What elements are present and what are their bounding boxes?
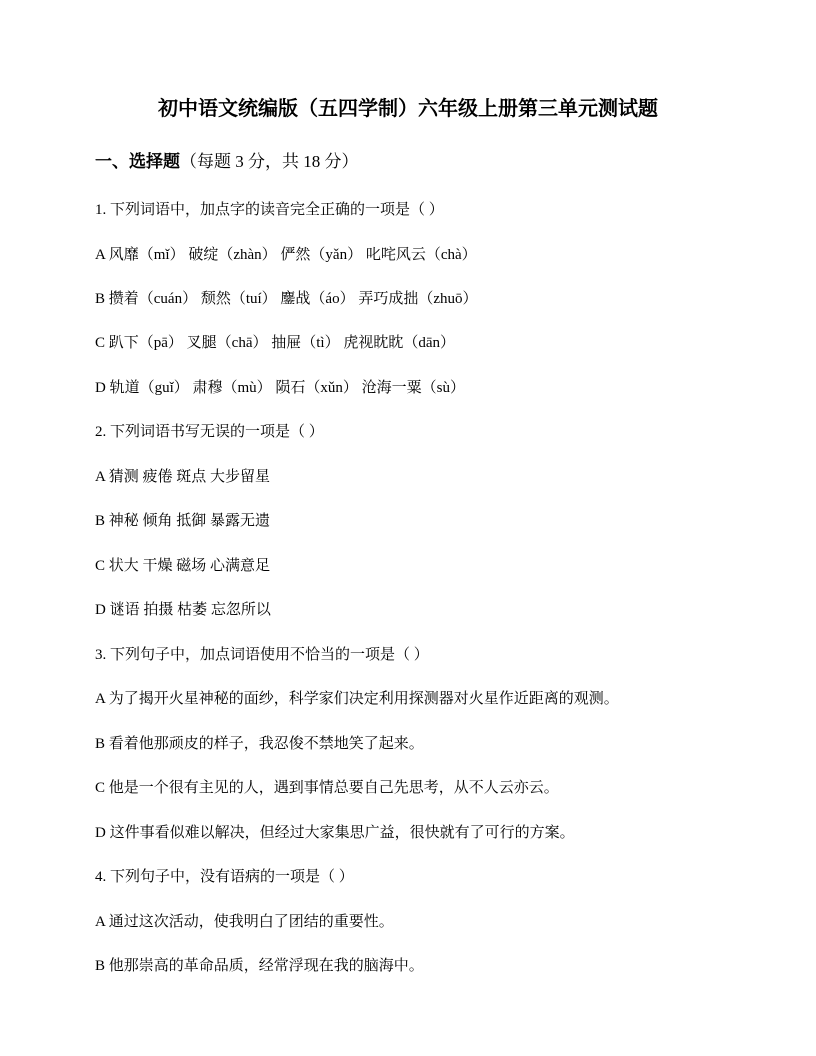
question-1-option-c: C 趴下（pā） 叉腿（chā） 抽屉（tì） 虎视眈眈（dān）: [95, 335, 455, 351]
section-note: （每题 3 分，共 18 分）: [180, 152, 359, 171]
question-1-option-a: A 风靡（mǐ） 破绽（zhàn） 俨然（yǎn） 叱咤风云（chà）: [95, 247, 477, 263]
question-1-stem: 1. 下列词语中，加点字的读音完全正确的一项是（ ）: [95, 202, 444, 218]
section-title: 一、选择题: [95, 152, 180, 171]
question-4-option-b: B 他那崇高的革命品质，经常浮现在我的脑海中。: [95, 958, 424, 974]
question-2-option-c: C 状大 干燥 磁场 心满意足: [95, 558, 271, 574]
question-3-option-b: B 看着他那顽皮的样子，我忍俊不禁地笑了起来。: [95, 736, 424, 752]
question-4-stem: 4. 下列句子中，没有语病的一项是（ ）: [95, 869, 354, 885]
question-2-option-d: D 谜语 拍摄 枯萎 忘忽所以: [95, 602, 271, 618]
question-2-stem: 2. 下列词语书写无误的一项是（ ）: [95, 424, 324, 440]
question-3-stem: 3. 下列句子中，加点词语使用不恰当的一项是（ ）: [95, 647, 429, 663]
question-3-option-c: C 他是一个很有主见的人，遇到事情总要自己先思考，从不人云亦云。: [95, 780, 559, 796]
question-4-option-a: A 通过这次活动，使我明白了团结的重要性。: [95, 914, 394, 930]
question-3-option-d: D 这件事看似难以解决，但经过大家集思广益，很快就有了可行的方案。: [95, 825, 575, 841]
question-3-option-a: A 为了揭开火星神秘的面纱，科学家们决定利用探测器对火星作近距离的观测。: [95, 691, 619, 707]
question-1-option-b: B 攒着（cuán） 颓然（tuí） 鏖战（áo） 弄巧成拙（zhuō）: [95, 291, 478, 307]
page-title: 初中语文统编版（五四学制）六年级上册第三单元测试题: [158, 98, 658, 120]
question-1-option-d: D 轨道（guǐ） 肃穆（mù） 陨石（xǔn） 沧海一粟（sù）: [95, 380, 466, 396]
question-2-option-a: A 猜测 疲倦 斑点 大步留星: [95, 469, 271, 485]
section-heading: [95, 150, 359, 174]
question-2-option-b: B 神秘 倾角 抵御 暴露无遗: [95, 513, 271, 529]
